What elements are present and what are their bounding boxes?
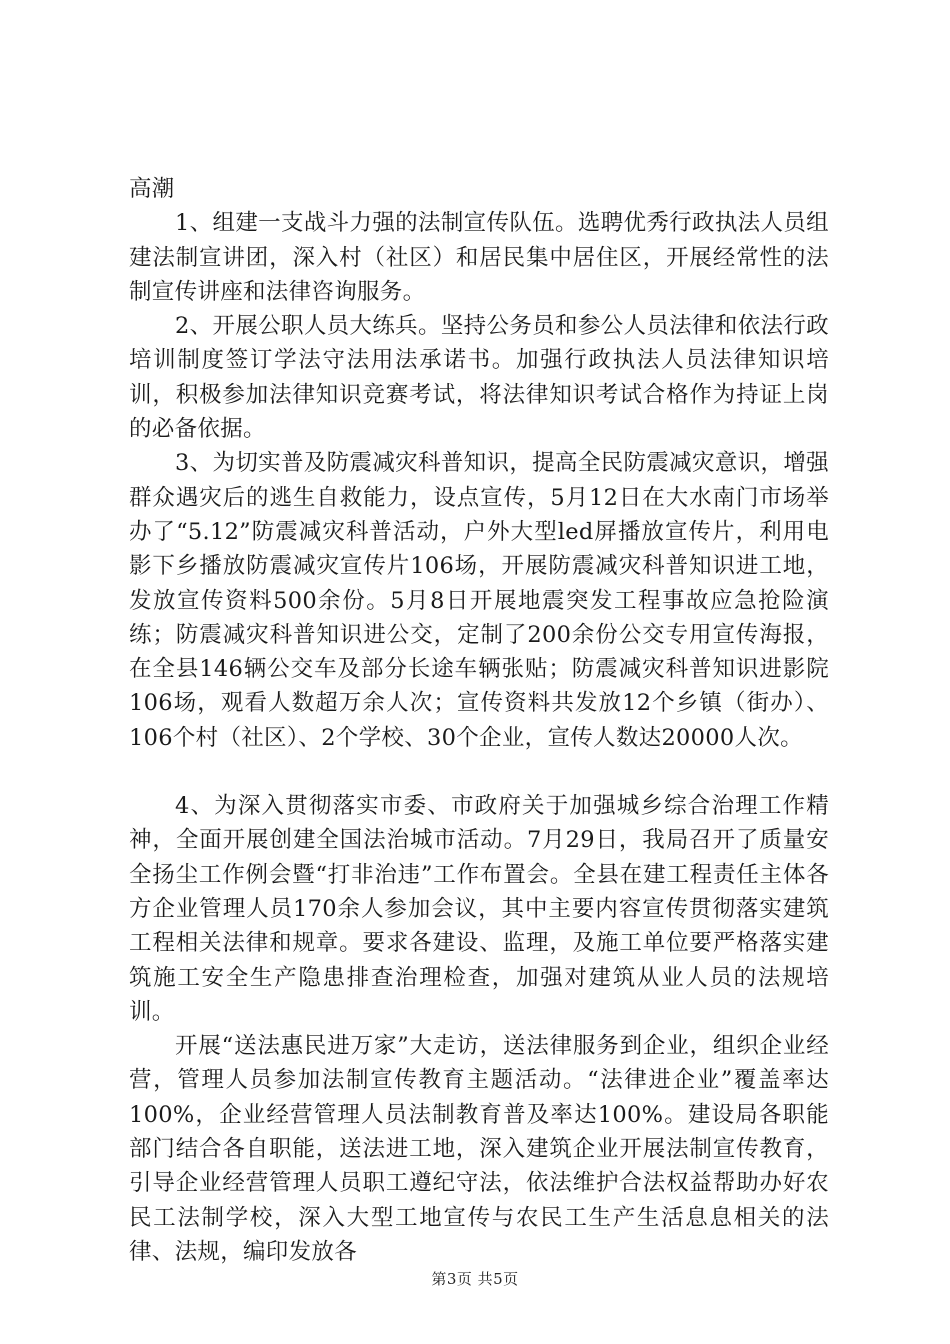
document-body <box>129 172 829 1269</box>
paragraph-item-1: 1、组建一支战斗力强的法制宣传队伍。选聘优秀行政执法人员组建法制宣讲团，深入村（社区）和居民集中居住区，开展经常性的法制宣传讲座和法律咨询服务。 <box>129 210 829 305</box>
paragraph-item-3: 3、为切实普及防震减灾科普知识，提高全民防震减灾意识，增强群众遇灾后的逃生自救能力，设点宣传，5月12日在大水南门市场举办了“5.12”防震减灾科普活动，户外大型led屏播放宣传片，利用电影下乡播放防震减灾宣传片106场，开展防震减灾科普知识进工地，发放宣传资料500余份。5月8日开展地震突发工程事故应急抢险演练；防震减灾科普知识进公交，定制了200余份公交专用宣传海报，在全县146辆公交车及部分长途车辆张贴；防震减灾科普知识进影院106场，观看人数超万余人次；宣传资料共发放12个乡镇（街办）、106个村（社区）、2个学校、30个企业，宣传人数达20000人次。 <box>129 450 829 751</box>
paragraph-continuation: 高潮 <box>129 176 175 202</box>
page-footer: 第3页 共5页 <box>431 1270 519 1288</box>
paragraph-item-2: 2、开展公职人员大练兵。坚持公务员和参公人员法律和依法行政培训制度签订学法守法用法承诺书。加强行政执法人员法律知识培训，积极参加法律知识竞赛考试，将法律知识考试合格作为持证上岗的必备依据。 <box>129 313 829 443</box>
paragraph-item-4: 4、为深入贯彻落实市委、市政府关于加强城乡综合治理工作精神，全面开展创建全国法治城市活动。7月29日，我局召开了质量安全扬尘工作例会暨“打非治违”工作布置会。全县在建工程责任主体各方企业管理人员170余人参加会议，其中主要内容宣传贯彻落实建筑工程相关法律和规章。要求各建设、监理，及施工单位要严格落实建筑施工安全生产隐患排查治理检查，加强对建筑从业人员的法规培训。 <box>129 793 829 1025</box>
paragraph-law-outreach: 开展“送法惠民进万家”大走访，送法律服务到企业，组织企业经营，管理人员参加法制宣传教育主题活动。“法律进企业”覆盖率达100%，企业经营管理人员法制教育普及率达100%。建设局各职能部门结合各自职能，送法进工地，深入建筑企业开展法制宣传教育，引导企业经营管理人员职工遵纪守法，依法维护合法权益帮助办好农民工法制学校，深入大型工地宣传与农民工生产生活息息相关的法律、法规，编印发放各 <box>129 1033 829 1265</box>
